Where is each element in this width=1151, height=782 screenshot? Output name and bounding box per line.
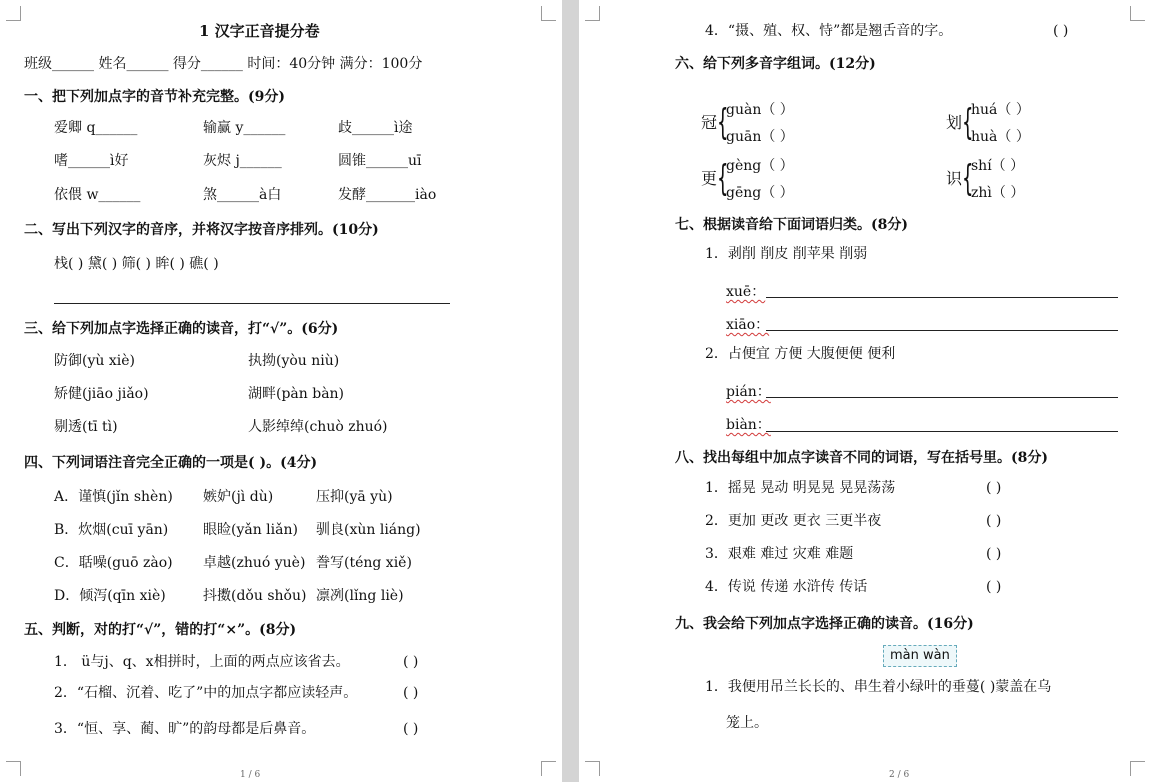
s5-statement: 2．“石榴、沉着、吃了”中的加点字都应读轻声。 [54, 685, 358, 701]
s4-option: 抖擞(dǒu shǒu) [203, 588, 307, 604]
s8-answer-paren: ( ) [986, 579, 1002, 595]
s1-item: 圆锥______uī [338, 153, 422, 169]
s1-item: 煞______à白 [203, 187, 282, 203]
answer-line [54, 303, 450, 304]
s4-option: 誊写(téng xiě) [316, 555, 412, 571]
s5-statement: 3．“恒、享、蔺、旷”的韵母都是后鼻音。 [54, 721, 316, 737]
reading-blank: shí（ ） [971, 158, 1025, 174]
section-9-heading: 九、我会给下列加点字选择正确的读音。(16分) [675, 616, 974, 632]
s4-option: 驯良(xùn liáng) [316, 522, 421, 538]
page-number: 2 / 6 [889, 770, 910, 780]
s5-answer-paren: ( ) [403, 685, 419, 701]
s1-item: 灰烬 j______ [203, 153, 282, 169]
crop-mark [1130, 6, 1145, 21]
s8-row: 4．传说 传递 水浒传 传话 [705, 579, 868, 595]
s3-item: 矫健(jiāo jiǎo) [54, 386, 149, 402]
section-6-heading: 六、给下列多音字组词。(12分) [675, 56, 876, 72]
section-4-heading: 四、下列词语注音完全正确的一项是( )。(4分) [24, 455, 318, 471]
s8-answer-paren: ( ) [986, 480, 1002, 496]
answer-line [766, 330, 1118, 331]
s7-question: 1．剥削 削皮 削苹果 削弱 [705, 246, 868, 262]
crop-mark [1130, 761, 1145, 776]
s7-label: xuē： [726, 284, 766, 300]
s3-item: 湖畔(pàn bàn) [248, 386, 345, 402]
s4-option: 嫉妒(jì dù) [203, 489, 274, 505]
brace-icon: { [717, 102, 729, 143]
section-5-heading: 五、判断，对的打“√”，错的打“×”。(8分) [24, 622, 297, 638]
s9-question-cont: 笼上。 [726, 715, 768, 731]
s1-item: 发酵_______iào [338, 187, 437, 203]
s2-items: 栈( ) 黛( ) 筛( ) 眸( ) 礁( ) [54, 256, 219, 272]
answer-line [766, 431, 1118, 432]
section-7-heading: 七、根据读音给下面词语归类。(8分) [675, 217, 908, 233]
s5-answer-paren: ( ) [403, 654, 419, 670]
s7-label: pián： [726, 384, 771, 400]
polyphone-char: 冠 [701, 113, 718, 132]
s4-option: A．谨慎(jǐn shèn) [54, 489, 173, 505]
brace-icon: { [962, 102, 974, 143]
crop-mark [585, 761, 600, 776]
crop-mark [6, 6, 21, 21]
reading-blank: gèng（ ） [726, 158, 794, 174]
s1-item: 歧______ì途 [338, 120, 413, 136]
s3-item: 剔透(tī tì) [54, 419, 118, 435]
s4-option: 压抑(yā yù) [316, 489, 393, 505]
header-info: 班级______ 姓名______ 得分______ 时间：40分钟 满分：100分 [24, 56, 423, 72]
s5-statement: 4．“摄、殖、权、恃”都是翘舌音的字。 [705, 23, 953, 39]
s5-statement: 1． ü与j、q、x相拼时，上面的两点应该省去。 [54, 654, 350, 670]
s3-item: 防御(yù xiè) [54, 353, 135, 369]
s8-answer-paren: ( ) [986, 513, 1002, 529]
polyphone-char: 划 [946, 113, 963, 132]
reading-blank: guān（ ） [726, 129, 794, 145]
page-1 [0, 0, 562, 782]
brace-icon: { [717, 158, 729, 199]
reading-blank: huà（ ） [971, 129, 1030, 145]
s8-row: 3．艰难 难过 灾难 难题 [705, 546, 854, 562]
crop-mark [541, 761, 556, 776]
page-2 [579, 0, 1151, 782]
s4-option: 凛冽(lǐng liè) [316, 588, 404, 604]
s7-question: 2．占便宜 方便 大腹便便 便利 [705, 346, 896, 362]
s4-option: 卓越(zhuó yuè) [203, 555, 306, 571]
crop-mark [6, 761, 21, 776]
s3-item: 人影绰绰(chuò zhuó) [248, 419, 388, 435]
polyphone-char: 更 [701, 169, 718, 188]
crop-mark [541, 6, 556, 21]
s5-answer-paren: ( ) [1053, 23, 1069, 39]
reading-blank: huá（ ） [971, 102, 1030, 118]
s3-item: 执拗(yòu niù) [248, 353, 340, 369]
s1-item: 爱卿 q______ [54, 120, 138, 136]
s1-item: 嗜______ì好 [54, 153, 129, 169]
brace-icon: { [962, 158, 974, 199]
reading-blank: zhì（ ） [971, 185, 1025, 201]
s4-option: B．炊烟(cuī yān) [54, 522, 169, 538]
s8-row: 1．摇晃 晃动 明晃晃 晃晃荡荡 [705, 480, 896, 496]
s7-label: xiāo： [726, 317, 770, 333]
crop-mark [585, 6, 600, 21]
s4-option: 眼睑(yǎn liǎn) [203, 522, 298, 538]
s1-item: 输赢 y______ [203, 120, 286, 136]
reading-blank: gēng（ ） [726, 185, 794, 201]
section-3-heading: 三、给下列加点字选择正确的读音，打“√”。(6分) [24, 321, 339, 337]
section-1-heading: 一、把下列加点字的音节补充完整。(9分) [24, 89, 285, 105]
s8-answer-paren: ( ) [986, 546, 1002, 562]
section-8-heading: 八、找出每组中加点字读音不同的词语，写在括号里。(8分) [675, 450, 1048, 466]
s4-option: D．倾泻(qīn xiè) [54, 588, 166, 604]
s5-answer-paren: ( ) [403, 721, 419, 737]
s1-item: 依偎 w______ [54, 187, 141, 203]
page-title: 1 汉字正音提分卷 [199, 22, 320, 40]
s4-option: C．聒噪(guō zào) [54, 555, 173, 571]
s8-row: 2．更加 更改 更衣 三更半夜 [705, 513, 882, 529]
answer-line [766, 397, 1118, 398]
reading-blank: guàn（ ） [726, 102, 794, 118]
answer-line [766, 297, 1118, 298]
page-number: 1 / 6 [240, 770, 261, 780]
s7-label: biàn： [726, 417, 771, 433]
section-2-heading: 二、写出下列汉字的音序，并将汉字按音序排列。(10分) [24, 222, 379, 238]
pinyin-options-box: màn wàn [883, 645, 957, 667]
polyphone-char: 识 [946, 169, 963, 188]
s9-question: 1．我便用吊兰长长的、串生着小绿叶的垂蔓( )蒙盖在乌 [705, 679, 1052, 695]
